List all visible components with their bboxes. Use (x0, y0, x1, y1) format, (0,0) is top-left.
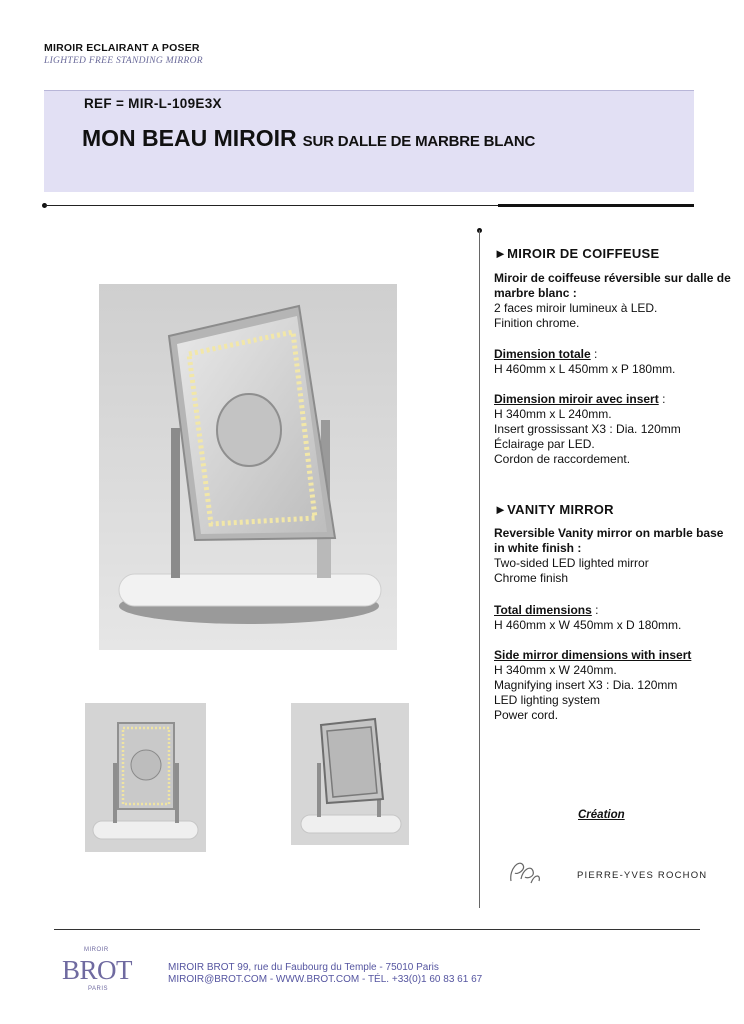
designer-name: PIERRE-YVES ROCHON (577, 870, 708, 881)
footer-address: MIROIR BROT 99, rue du Faubourg du Temple - 75010 Paris (168, 962, 439, 973)
column-divider (479, 230, 480, 908)
divider-rule-thick (498, 204, 694, 207)
footer-contact: MIROIR@BROT.COM - WWW.BROT.COM - TÉL. +33(0)1 60 83 61 67 (168, 974, 483, 985)
dim-total-colon-en: : (591, 603, 599, 617)
dim-mirror-label-en: Side mirror dimensions with insert (494, 648, 692, 662)
section-heading-en: ►VANITY MIRROR (494, 502, 614, 517)
product-title-sub: SUR DALLE DE MARBRE BLANC (302, 133, 536, 150)
dim-total-colon-fr: : (590, 347, 598, 361)
intro-bold-en: Reversible Vanity mirror on marble base in white finish : (494, 526, 724, 555)
section-heading-fr: ►MIROIR DE COIFFEUSE (494, 246, 660, 261)
creation-label: Création (578, 809, 625, 821)
dim-mirror-colon-fr: : (658, 392, 666, 406)
dim-total-value-fr: H 460mm x L 450mm x P 180mm. (494, 362, 676, 376)
dim-mirror-line-en-3: LED lighting system (494, 693, 601, 707)
signature-icon (505, 855, 545, 889)
thumbnail-front-illustration (85, 703, 206, 852)
dim-mirror-line-fr-2: Insert grossissant X3 : Dia. 120mm (494, 422, 681, 436)
logo-bottom-text: PARIS (88, 986, 109, 992)
main-product-photo (99, 284, 397, 650)
dim-total-value-en: H 460mm x W 450mm x D 180mm. (494, 618, 682, 632)
designer-signature-logo (505, 855, 545, 894)
dim-mirror-line-fr-4: Cordon de raccordement. (494, 452, 631, 466)
dim-mirror-line-en-1: H 340mm x W 240mm. (494, 663, 617, 677)
product-title (82, 125, 535, 152)
dim-mirror-line-fr-3: Éclairage par LED. (494, 437, 595, 451)
intro-line-fr-2: Finition chrome. (494, 316, 580, 330)
footer-rule (54, 929, 700, 930)
category-title: MIROIR ECLAIRANT A POSER (44, 42, 200, 54)
intro-line-en-1: Two-sided LED lighted mirror (494, 556, 649, 570)
dim-mirror-label-fr: Dimension miroir avec insert (494, 392, 659, 406)
dim-mirror-line-en-2: Magnifying insert X3 : Dia. 120mm (494, 678, 678, 692)
dim-mirror-line-fr-1: H 340mm x L 240mm. (494, 407, 612, 421)
dim-total-label-fr: Dimension totale (494, 347, 591, 361)
thumbnail-back (291, 703, 409, 845)
thumbnail-front (85, 703, 206, 852)
mirror-illustration (99, 284, 397, 650)
thumbnail-back-illustration (291, 703, 409, 845)
dim-mirror-line-en-4: Power cord. (494, 708, 559, 722)
product-title-main: MON BEAU MIROIR (82, 125, 297, 151)
logo-top-text: MIROIR (84, 947, 109, 953)
brand-logo: BROT (62, 955, 133, 985)
intro-bold-fr: Miroir de coiffeuse réversible sur dalle de marbre blanc : (494, 271, 731, 300)
intro-line-en-2: Chrome finish (494, 571, 569, 585)
category-subtitle: LIGHTED FREE STANDING MIRROR (44, 56, 203, 66)
dim-total-label-en: Total dimensions (494, 603, 592, 617)
intro-line-fr-1: 2 faces miroir lumineux à LED. (494, 301, 658, 315)
product-reference: REF = MIR-L-109E3X (84, 96, 222, 111)
